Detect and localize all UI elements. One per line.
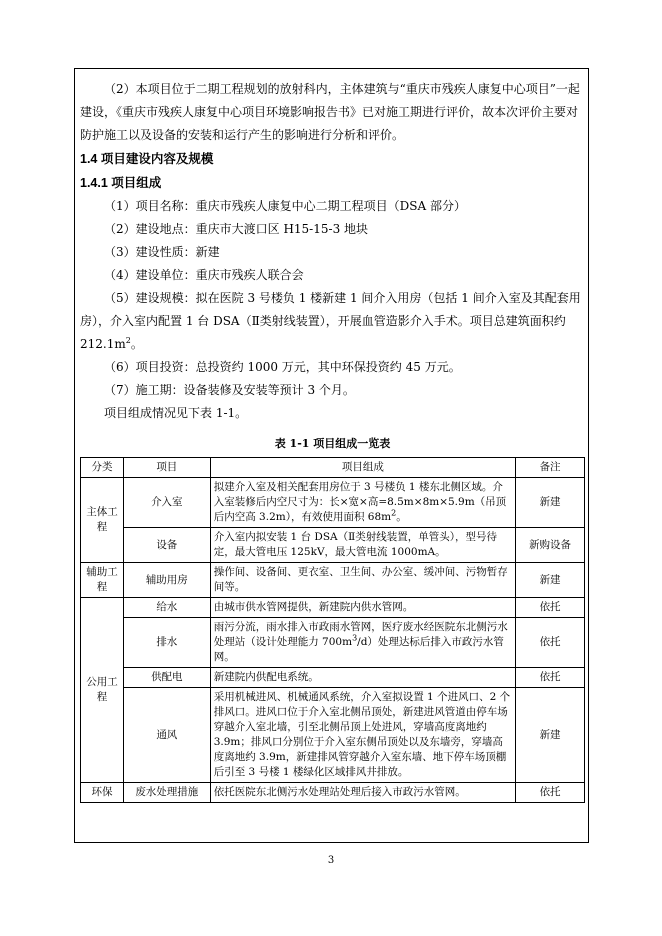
cell-desc-end: 。: [396, 511, 407, 523]
table-caption: 表 1-1 项目组成一览表: [274, 437, 391, 450]
cell-desc: 操作间、设备间、更衣室、卫生间、办公室、缓冲间、污物暂存间等。: [210, 563, 515, 598]
group-main: 主体工程: [81, 478, 124, 563]
table-row: [81, 598, 585, 618]
page-number: 3: [327, 855, 335, 866]
cell-note: 依托: [516, 598, 585, 618]
item-location: （2）建设地点：重庆市大渡口区 H15-15-3 地块: [104, 222, 369, 236]
item-scale-text: （5）建设规模：拟在医院 3 号楼负 1 楼新建 1 间介入用房（包括 1 间介入室及其配套用房），介入室内配置 1 台 DSA（Ⅱ类射线装置），开展血管造影介入手术。项目总建筑面积约 212.1m: [80, 291, 581, 351]
cell-desc: 新建院内供配电系统。: [210, 668, 515, 688]
cell-desc-sup: 3: [352, 633, 358, 643]
header-composition: 项目组成: [210, 458, 515, 478]
cell-item: 介入室: [123, 478, 210, 528]
heading-1-4: 1.4 项目建设内容及规模: [80, 152, 214, 166]
item-scale-sup: 2: [125, 336, 131, 345]
item-scale-end: 。: [130, 337, 143, 351]
cell-desc: 介入室内拟安装 1 台 DSA（Ⅱ类射线装置，单管头），型号待定，最大管电压 125kV，最大管电流 1000mA。: [210, 528, 515, 563]
cell-note: 新建: [516, 563, 585, 598]
item-schedule: （7）施工期：设备装修及安装等预计 3 个月。: [104, 383, 355, 397]
item-project-name: （1）项目名称：重庆市残疾人康复中心二期工程项目（DSA 部分）: [104, 199, 466, 213]
heading-1-4-1: 1.4.1 项目组成: [80, 176, 162, 190]
cell-desc-sup: 2: [391, 508, 397, 518]
header-item: 项目: [123, 458, 210, 478]
table-row: [81, 783, 585, 803]
table-reference: 项目组成情况见下表 1-1。: [104, 406, 248, 420]
table-row: [81, 618, 585, 668]
cell-desc-text: 拟建介入室及相关配套用房位于 3 号楼负 1 楼东北侧区域。介入室装修后内空尺寸为：长×宽×高=8.5m×8m×5.9m（吊顶后内空高 3.2m），有效使用面积 68m: [213, 481, 507, 523]
item-nature: （3）建设性质：新建: [104, 245, 220, 259]
cell-desc: 依托医院东北侧污水处理站处理后接入市政污水管网。: [210, 783, 515, 803]
cell-desc: 由城市供水管网提供，新建院内供水管网。: [210, 598, 515, 618]
table-row: [81, 563, 585, 598]
table-row: [81, 668, 585, 688]
group-env: 环保: [81, 783, 124, 803]
cell-item: 辅助用房: [123, 563, 210, 598]
table-header-row: [81, 458, 585, 478]
cell-note: 依托: [516, 618, 585, 668]
cell-desc: 采用机械进风、机械通风系统，介入室拟设置 1 个进风口、2 个排风口。进风口位于介入室北侧吊顶处，新建进风管道由停车场穿越介入室北墙，引至北侧吊顶上处进风，穿墙高度离地约 3.9m；排风口分别位于介入室东侧吊顶处以及东墙旁，穿墙高度离地约 3.9m，新建排风管穿越介入室东墙、地下停车场顶棚后引至 3 号楼 1 楼绿化区域排风井排放。: [210, 688, 515, 783]
item-unit: （4）建设单位：重庆市残疾人联合会: [104, 268, 304, 282]
cell-item: 给水: [123, 598, 210, 618]
cell-note: 新购设备: [516, 528, 585, 563]
table-row: [81, 528, 585, 563]
cell-note: 依托: [516, 668, 585, 688]
item-investment: （6）项目投资：总投资约 1000 万元，其中环保投资约 45 万元。: [104, 360, 461, 374]
cell-note: 依托: [516, 783, 585, 803]
cell-item: 通风: [123, 688, 210, 783]
cell-desc-text: 雨污分流，雨水排入市政雨水管网，医疗废水经医院东北侧污水处理站（设计处理能力 700m: [213, 621, 508, 648]
cell-desc: [210, 618, 515, 668]
paragraph-evaluation-scope: （2）本项目位于二期工程规划的放射科内，主体建筑与“重庆市残疾人康复中心项目”一起建设，《重庆市残疾人康复中心项目环境影响报告书》已对施工期进行评价，故本次评价主要对防护施工以及设备的安装和运行产生的影响进行分析和评价。: [80, 82, 580, 142]
document-body: [80, 78, 585, 803]
cell-item: 排水: [123, 618, 210, 668]
cell-item: 设备: [123, 528, 210, 563]
item-scale: [80, 287, 585, 356]
cell-item: 供配电: [123, 668, 210, 688]
table-row: [81, 688, 585, 783]
cell-desc-end: /d）处理达标后排入市政污水管网。: [213, 636, 504, 663]
cell-note: 新建: [516, 688, 585, 783]
table-row: [81, 478, 585, 528]
group-aux: 辅助工程: [81, 563, 124, 598]
cell-item: 废水处理措施: [123, 783, 210, 803]
header-note: 备注: [516, 458, 585, 478]
cell-desc: [210, 478, 515, 528]
project-composition-table: [80, 457, 585, 803]
header-category: 分类: [81, 458, 124, 478]
group-public: 公用工程: [81, 598, 124, 783]
cell-note: 新建: [516, 478, 585, 528]
